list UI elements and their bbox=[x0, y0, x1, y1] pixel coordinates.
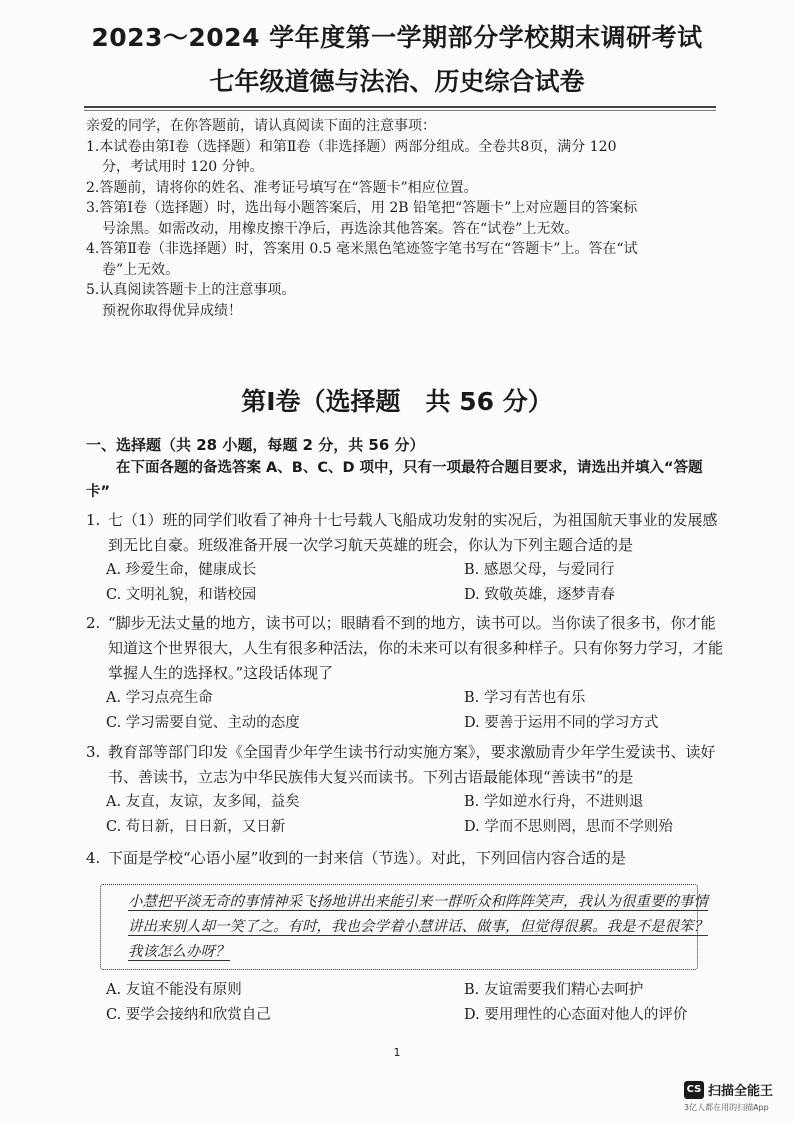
question-4-options bbox=[86, 978, 726, 1028]
page-number: 1 bbox=[393, 1046, 401, 1059]
note-line: 4.答第Ⅱ卷（非选择题）时，答案用 0.5 毫米黑色笔迹签字笔书写在“答题卡”上。答在“试 bbox=[86, 241, 638, 257]
option-b: B. 友谊需要我们精心去呵护 bbox=[464, 982, 644, 998]
divider bbox=[84, 106, 716, 108]
note-line: 卷”上无效。 bbox=[102, 261, 180, 278]
logo-name: 扫描全能王 bbox=[708, 1084, 774, 1099]
option-a: A. 友谊不能没有原则 bbox=[106, 982, 242, 998]
scanner-logo bbox=[684, 1080, 773, 1099]
question-stem: “脚步无法丈量的地方，读书可以；眼睛看不到的地方，读书可以。当你读了很多书，你才能知道这个世界很大，人生有很多种活法，你的未来可以有很多种样子。只有你努力学习，才能掌握人生的选择权。”这段话体现了 bbox=[108, 614, 724, 682]
option-a: A. 珍爱生命，健康成长 bbox=[106, 562, 257, 578]
option-b: B. 学如逆水行舟，不进则退 bbox=[464, 794, 644, 810]
question-stem: 七（1）班的同学们收看了神舟十七号载人飞船成功发射的实况后，为祖国航天事业的发展感到无比自豪。班级准备开展一次学习航天英雄的班会，你认为下列主题合适的是 bbox=[108, 511, 718, 554]
instructions-intro: 亲爱的同学，在你答题前，请认真阅读下面的注意事项： bbox=[86, 118, 436, 134]
option-d: D. 致敬英雄，逐梦青春 bbox=[464, 587, 615, 603]
option-b: B. 学习有苦也有乐 bbox=[464, 690, 586, 706]
question-number: 2. bbox=[86, 614, 101, 632]
cs-logo-icon: CS bbox=[684, 1081, 704, 1099]
option-d: D. 学而不思则罔，思而不学则殆 bbox=[464, 819, 673, 835]
logo-tagline: 3亿人都在用的扫描App bbox=[684, 1103, 769, 1112]
option-b: B. 感恩父母，与爱同行 bbox=[464, 562, 615, 578]
question-4 bbox=[86, 846, 726, 871]
question-number: 1. bbox=[86, 511, 101, 529]
section-heading: 一、选择题（共 28 小题，每题 2 分，共 56 分） bbox=[86, 436, 425, 454]
question-number: 3. bbox=[86, 743, 101, 761]
question-stem: 教育部等部门印发《全国青少年学生读书行动实施方案》，要求激励青少年学生爱读书、读好书、善读书，立志为中华民族伟大复兴而读书。下列古语最能体现“善读书”的是 bbox=[108, 743, 716, 786]
divider-thin bbox=[84, 110, 716, 111]
question-1 bbox=[86, 508, 726, 608]
question-2 bbox=[86, 611, 726, 736]
option-a: A. 学习点亮生命 bbox=[106, 690, 213, 706]
option-c: C. 学习需要自觉、主动的态度 bbox=[106, 715, 300, 731]
instructions-block bbox=[86, 116, 726, 321]
note-line: 号涂黑。如需改动，用橡皮擦干净后，再选涂其他答案。答在“试卷”上无效。 bbox=[102, 220, 579, 237]
section-title: 第Ⅰ卷（选择题 共 56 分） bbox=[241, 387, 553, 416]
option-c: C. 文明礼貌，和谐校园 bbox=[106, 587, 257, 603]
option-c: C. 苟日新，日日新，又日新 bbox=[106, 819, 286, 835]
question-stem: 下面是学校“心语小屋”收到的一封来信（节选）。对此，下列回信内容合适的是 bbox=[108, 849, 626, 867]
note-line: 3.答第Ⅰ卷（选择题）时，选出每小题答案后，用 2B 铅笔把“答题卡”上对应题目的答案标 bbox=[86, 200, 638, 216]
note-line: 预祝你取得优异成绩！ bbox=[102, 302, 242, 319]
exam-subtitle: 七年级道德与法治、历史综合试卷 bbox=[209, 67, 585, 96]
note-line: 5.认真阅读答题卡上的注意事项。 bbox=[86, 282, 296, 298]
option-a: A. 友直，友谅，友多闻，益矣 bbox=[106, 794, 300, 810]
letter-text: 小慧把平淡无奇的事情神采飞扬地讲出来能引来一群听众和阵阵笑声，我认为很重要的事情讲出来别人却一笑了之。有时，我也会学着小慧讲话、做事，但觉得很累。我是不是很笨？我该怎么办呀？ bbox=[128, 894, 708, 960]
question-3 bbox=[86, 740, 726, 840]
letter-excerpt bbox=[128, 890, 708, 965]
option-d: D. 要用理性的心态面对他人的评价 bbox=[464, 1007, 688, 1023]
note-line: 1.本试卷由第Ⅰ卷（选择题）和第Ⅱ卷（非选择题）两部分组成。全卷共8页，满分 120 bbox=[86, 138, 617, 155]
note-line: 分，考试用时 120 分钟。 bbox=[102, 159, 264, 175]
note-line: 2.答题前，请将你的姓名、准考证号填写在“答题卡”相应位置。 bbox=[86, 179, 478, 196]
option-d: D. 要善于运用不同的学习方式 bbox=[464, 715, 659, 731]
option-c: C. 要学会接纳和欣赏自己 bbox=[106, 1007, 271, 1023]
question-number: 4. bbox=[86, 849, 101, 867]
section-instruction: 在下面各题的备选答案 A、B、C、D 项中，只有一项最符合题目要求，请选出并填入“答题卡” bbox=[86, 460, 703, 500]
exam-title: 2023～2024 学年度第一学期部分学校期末调研考试 bbox=[91, 23, 703, 52]
